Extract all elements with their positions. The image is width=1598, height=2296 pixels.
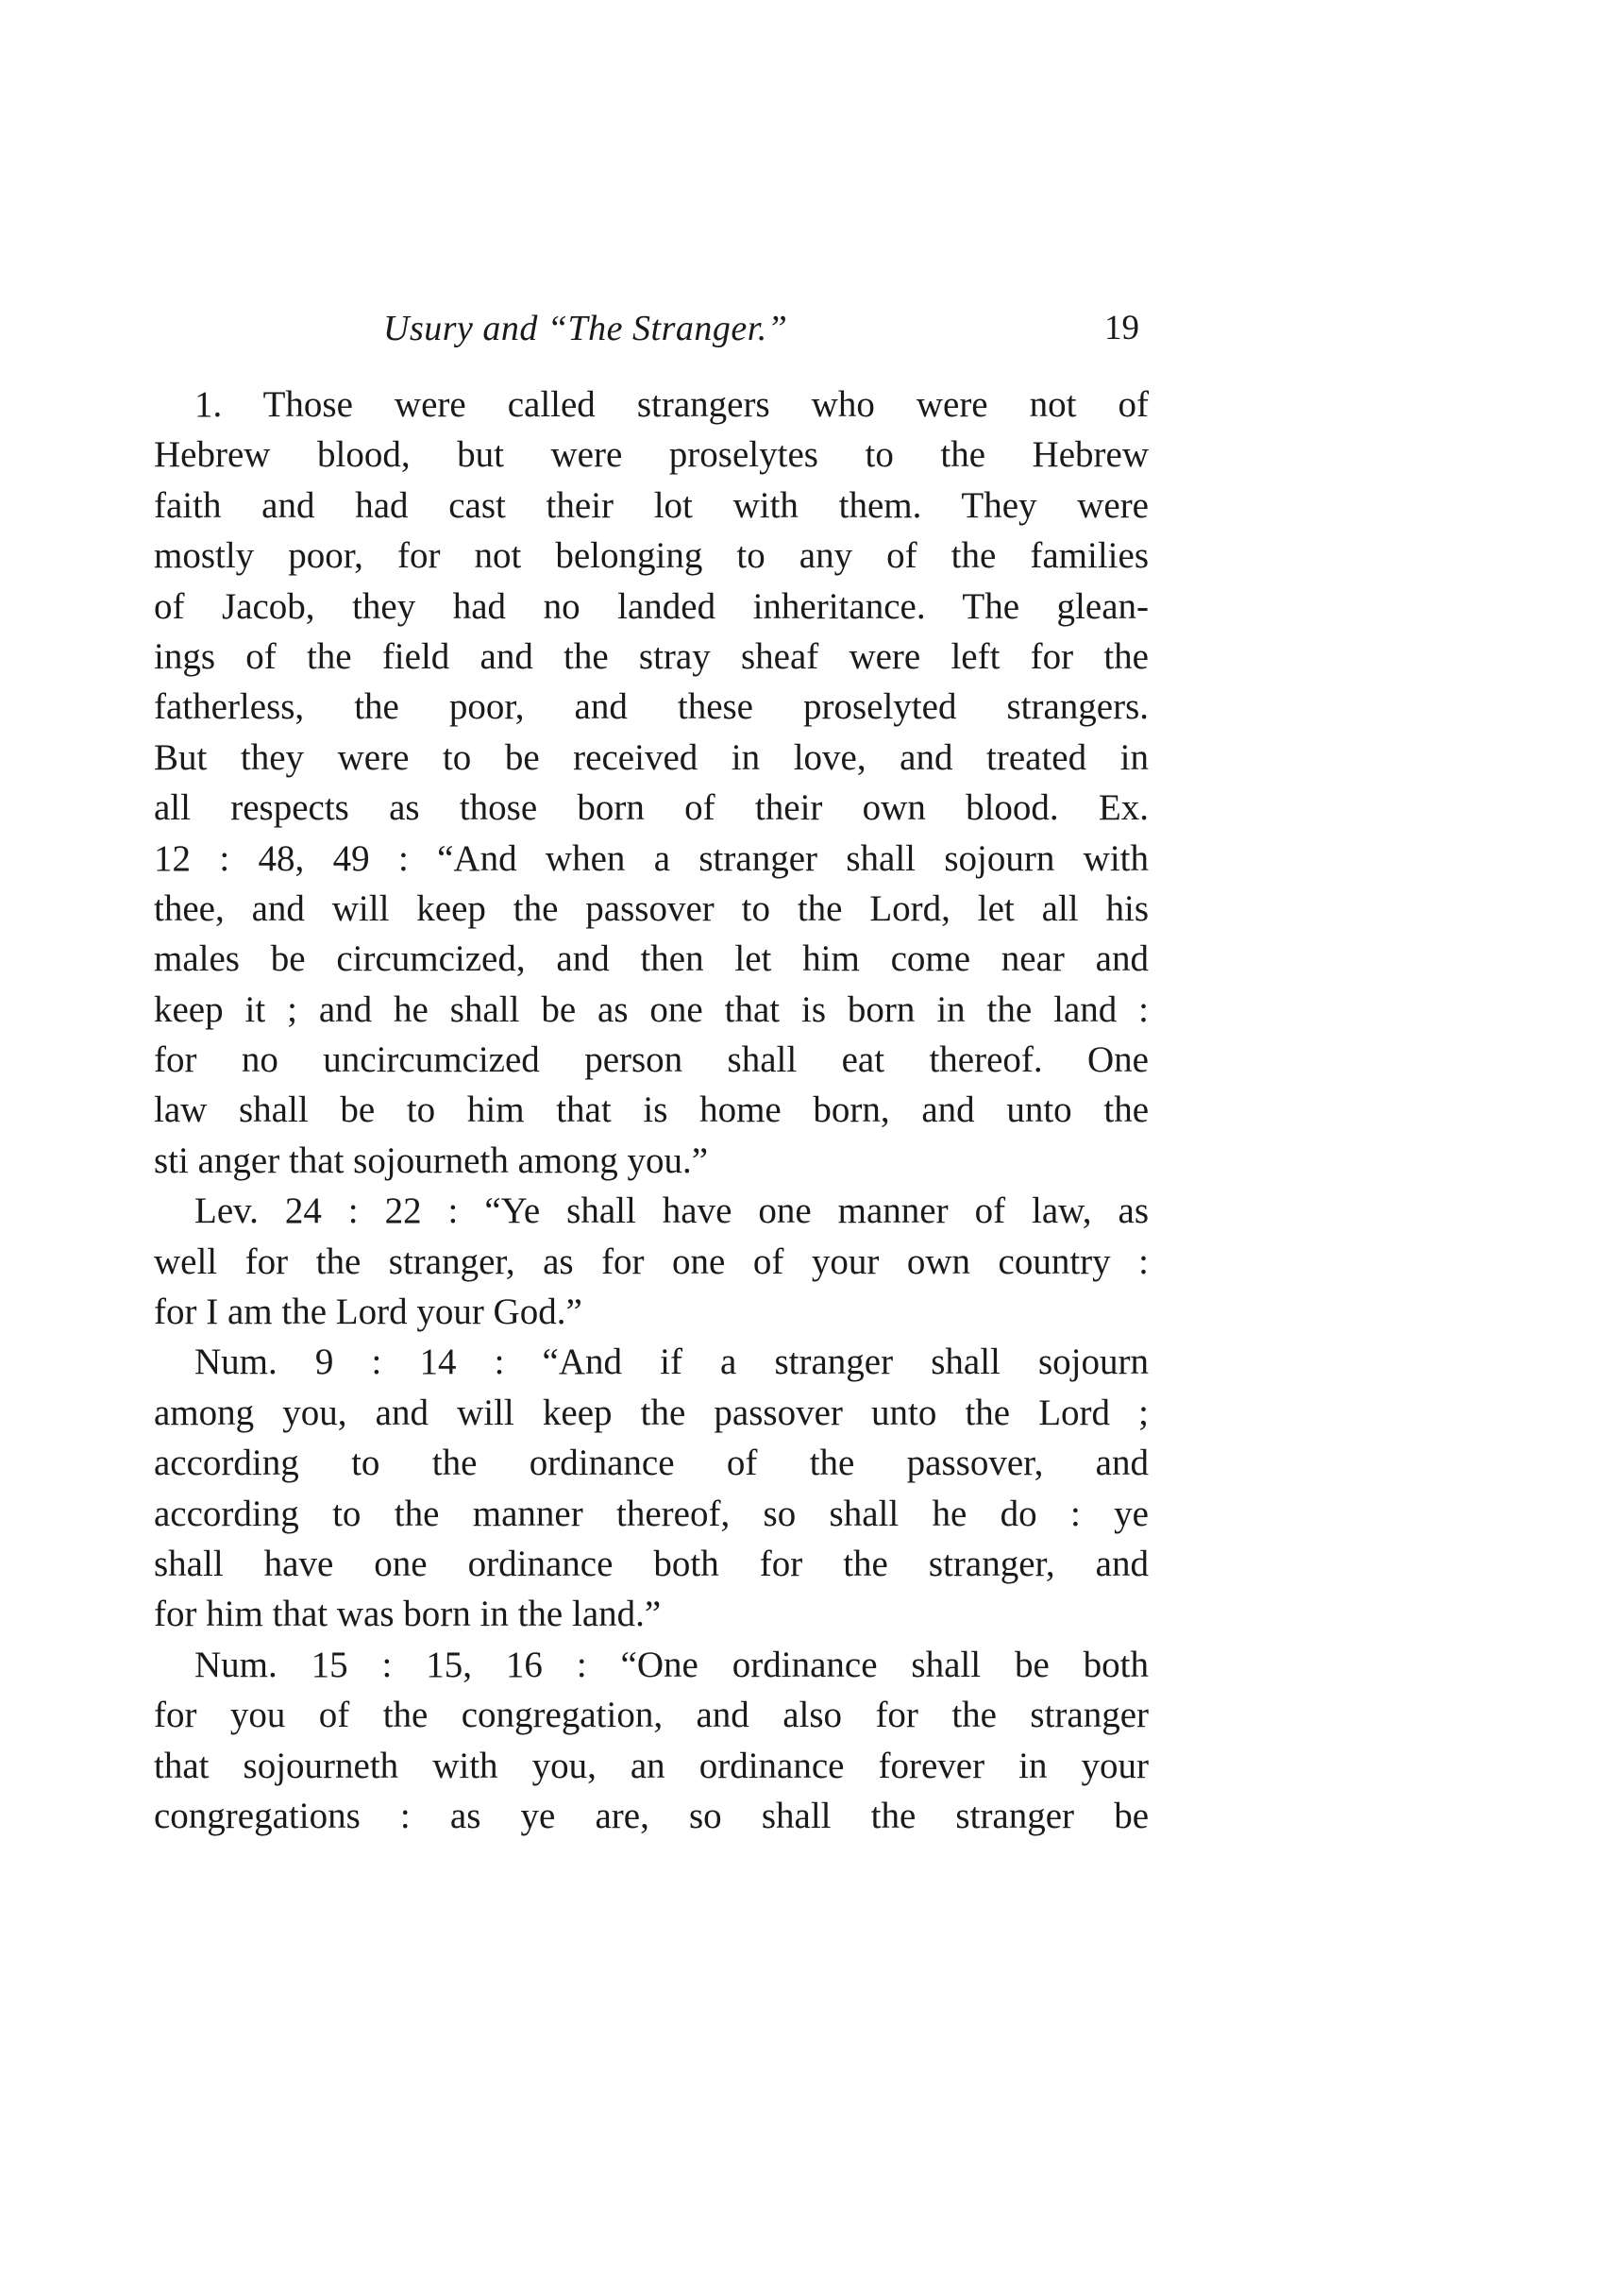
text-line: Hebrew blood, but were proselytes to the Hebrew xyxy=(154,434,1149,476)
paragraph-first-line: Lev. 24 : 22 : “Ye shall have one manner of law, as xyxy=(194,1190,1149,1232)
running-head xyxy=(154,300,1149,357)
paragraph-first-line: Num. 9 : 14 : “And if a stranger shall sojourn xyxy=(194,1342,1149,1383)
text-line: males be circumcized, and then let him come near and xyxy=(154,938,1149,980)
text-line: 12 : 48, 49 : “And when a stranger shall sojourn with xyxy=(154,837,1149,879)
text-line: law shall be to him that is home born, and unto the xyxy=(154,1089,1149,1131)
text-line: ings of the field and the stray sheaf were left for the xyxy=(154,635,1149,677)
text-line: according to the manner thereof, so shall he do : ye xyxy=(154,1493,1149,1534)
text-line: mostly poor, for not belonging to any of the families xyxy=(154,535,1149,577)
paragraph-last-line: for him that was born in the land.” xyxy=(154,1594,662,1635)
paragraph-last-line: sti anger that sojourneth among you.” xyxy=(154,1140,709,1181)
text-line: well for the stranger, as for one of your own country : xyxy=(154,1241,1149,1282)
body-text xyxy=(154,380,1149,1841)
text-line: But they were to be received in love, and treated in xyxy=(154,736,1149,778)
text-line: fatherless, the poor, and these proselyted strangers. xyxy=(154,686,1149,728)
text-line: according to the ordinance of the passover, and xyxy=(154,1443,1149,1484)
text-line: of Jacob, they had no landed inheritance. The glean- xyxy=(154,585,1149,627)
running-title: Usury and “The Stranger.” xyxy=(383,309,788,348)
text-line: that sojourneth with you, an ordinance forever in your xyxy=(154,1745,1149,1786)
paragraph-last-line: for I am the Lord your God.” xyxy=(154,1292,582,1333)
paragraph-first-line: 1. Those were called strangers who were not of xyxy=(194,384,1149,425)
text-line: shall have one ordinance both for the stranger, and xyxy=(154,1543,1149,1584)
text-line: for no uncircumcized person shall eat thereof. One xyxy=(154,1039,1149,1081)
text-line: faith and had cast their lot with them. They were xyxy=(154,484,1149,526)
text-line: for you of the congregation, and also for the stranger xyxy=(154,1695,1149,1736)
text-line: all respects as those born of their own blood. Ex. xyxy=(154,787,1149,829)
text-line: thee, and will keep the passover to the Lord, let all his xyxy=(154,887,1149,929)
text-line: keep it ; and he shall be as one that is born in the land : xyxy=(154,988,1149,1030)
page-number: 19 xyxy=(1104,309,1139,347)
paragraph-first-line: Num. 15 : 15, 16 : “One ordinance shall be both xyxy=(194,1644,1149,1685)
text-line: congregations : as ye are, so shall the stranger be xyxy=(154,1795,1149,1836)
text-line: among you, and will keep the passover unto the Lord ; xyxy=(154,1392,1149,1433)
